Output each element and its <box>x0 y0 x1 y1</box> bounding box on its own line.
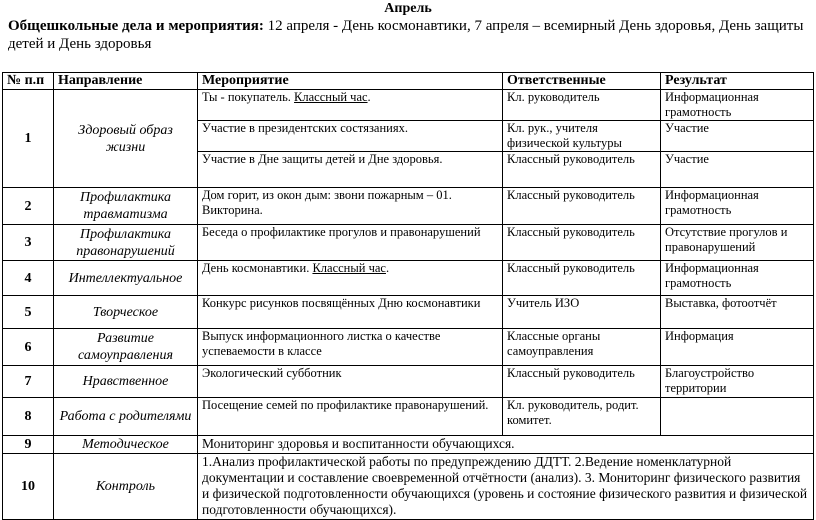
table-row <box>3 296 814 329</box>
row-responsible: Кл. руководитель, родит. комитет. <box>503 398 661 436</box>
row-event: Конкурс рисунков посвящённых Дню космонавтики <box>198 296 503 329</box>
table-row <box>3 261 814 296</box>
row-responsible: Учитель ИЗО <box>503 296 661 329</box>
event-underlined: Классный час <box>294 90 368 104</box>
intro-heading: Общешкольные дела и мероприятия: <box>8 18 264 34</box>
row-number: 9 <box>3 436 54 454</box>
row-responsible: Кл. руководитель <box>503 90 661 121</box>
table-row <box>3 90 814 121</box>
table-row <box>3 454 814 520</box>
row-event: Выпуск информационного листка о качестве успеваемости в классе <box>198 329 503 366</box>
table-row <box>3 329 814 366</box>
row-event: Экологический субботник <box>198 366 503 398</box>
table-header-row <box>3 73 814 90</box>
event-text-end: . <box>367 90 371 104</box>
table-row <box>3 436 814 454</box>
row-number: 7 <box>3 366 54 398</box>
row-responsible: Классный руководитель <box>503 225 661 261</box>
row-event: Участие в Дне защиты детей и Дне здоровья. <box>198 152 503 188</box>
row-number: 8 <box>3 398 54 436</box>
row-direction: Здоровый образ жизни <box>54 90 198 188</box>
row-event: Дом горит, из окон дым: звони пожарным – 01. Викторина. <box>198 188 503 225</box>
intro-paragraph <box>0 17 816 53</box>
row-result: Благоустройство территории <box>661 366 814 398</box>
event-text: Ты - покупатель. <box>202 90 295 104</box>
row-event: Беседа о профилактике прогулов и правонарушений <box>198 225 503 261</box>
event-text: День космонавтики. <box>202 261 313 275</box>
row-result: Информация <box>661 329 814 366</box>
row-number: 4 <box>3 261 54 296</box>
row-number: 3 <box>3 225 54 261</box>
row-direction: Работа с родителями <box>54 398 198 436</box>
row-result: Информационная грамотность <box>661 261 814 296</box>
table-row <box>3 366 814 398</box>
row-responsible: Классный руководитель <box>503 261 661 296</box>
row-direction: Профилактика правонарушений <box>54 225 198 261</box>
header-responsible: Ответственные <box>503 73 661 90</box>
row-result: Участие <box>661 121 814 152</box>
intro-text: 12 апреля - День космонавтики, 7 апреля – всемирный День здоровья, День защиты детей и День здоровья <box>8 18 804 52</box>
row-number: 5 <box>3 296 54 329</box>
row-result: Информационная грамотность <box>661 188 814 225</box>
row-event <box>198 261 503 296</box>
row-direction: Интеллектуальное <box>54 261 198 296</box>
row-responsible: Классный руководитель <box>503 366 661 398</box>
header-event: Мероприятие <box>198 73 503 90</box>
row-responsible: Классные органы самоуправления <box>503 329 661 366</box>
row-result: Информационная грамотность <box>661 90 814 121</box>
table-row <box>3 398 814 436</box>
row-result <box>661 398 814 436</box>
row-activity-wide: Мониторинг здоровья и воспитанности обучающихся. <box>198 436 814 454</box>
row-direction: Профилактика травматизма <box>54 188 198 225</box>
row-direction: Творческое <box>54 296 198 329</box>
row-number: 2 <box>3 188 54 225</box>
row-direction: Методическое <box>54 436 198 454</box>
row-number: 1 <box>3 90 54 188</box>
row-responsible: Классный руководитель <box>503 152 661 188</box>
row-event: Посещение семей по профилактике правонарушений. <box>198 398 503 436</box>
row-direction: Развитие самоуправления <box>54 329 198 366</box>
row-result: Участие <box>661 152 814 188</box>
table-row <box>3 225 814 261</box>
row-responsible: Классный руководитель <box>503 188 661 225</box>
header-number: № п.п <box>3 73 54 90</box>
row-number: 6 <box>3 329 54 366</box>
row-direction: Нравственное <box>54 366 198 398</box>
row-direction: Контроль <box>54 454 198 520</box>
table-row <box>3 188 814 225</box>
row-result: Выставка, фотоотчёт <box>661 296 814 329</box>
row-activity-wide: 1.Анализ профилактической работы по предупреждению ДДТТ. 2.Ведение номенклатурной документации и составление своевременной отчётности (анализ). 3. Мониторинг физического развития и физической подготовленности обучающихся (уровень и состояние физического развития и физической подготовленности обучающихся). <box>198 454 814 520</box>
event-text-end: . <box>385 261 390 275</box>
event-underlined: Классный час <box>312 261 386 275</box>
header-direction: Направление <box>54 73 198 90</box>
row-result: Отсутствие прогулов и правонарушений <box>661 225 814 261</box>
row-number: 10 <box>3 454 54 520</box>
activity-plan-table <box>2 72 814 520</box>
row-event <box>198 90 503 121</box>
page-title: Апрель <box>384 1 432 16</box>
row-responsible: Кл. рук., учителя физической культуры <box>503 121 661 152</box>
header-result: Результат <box>661 73 814 90</box>
row-event: Участие в президентских состязаниях. <box>198 121 503 152</box>
